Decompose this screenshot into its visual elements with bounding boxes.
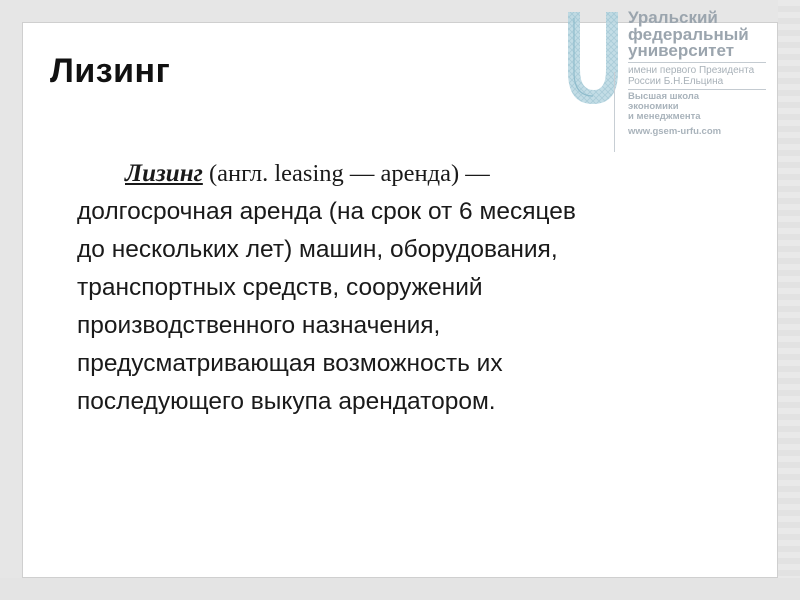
logo-separator bbox=[628, 89, 766, 90]
logo-divider-line bbox=[614, 72, 615, 152]
logo-school-line: экономики bbox=[628, 100, 679, 112]
logo-separator bbox=[628, 62, 766, 63]
logo-name-line: университет bbox=[628, 41, 735, 60]
definition-line: предусматривающая возможность их bbox=[77, 350, 503, 377]
slide-title: Лизинг bbox=[50, 52, 171, 90]
logo-subtitle-line: имени первого Президента bbox=[628, 64, 755, 76]
definition-line: долгосрочная аренда (на срок от 6 месяцев bbox=[77, 198, 576, 225]
defined-term: Лизинг bbox=[125, 160, 203, 187]
definition-intro: (англ. leasing — аренда) — bbox=[202, 160, 490, 187]
logo-school-line: и менеджмента bbox=[628, 110, 701, 122]
slide-right-border bbox=[778, 0, 800, 600]
definition-first-line bbox=[77, 155, 757, 193]
logo-website: www.gsem-urfu.com bbox=[628, 125, 722, 137]
logo-name-line: Уральский bbox=[628, 8, 718, 27]
definition-line: производственного назначения, bbox=[77, 312, 441, 339]
logo-subtitle-line: России Б.Н.Ельцина bbox=[628, 75, 724, 87]
university-logo-text bbox=[628, 10, 778, 137]
slide-bottom-border bbox=[0, 578, 800, 600]
definition-line: транспортных средств, сооружений bbox=[77, 274, 483, 301]
definition-line: последующего выкупа арендатором. bbox=[77, 388, 496, 415]
definition-line: до нескольких лет) машин, оборудования, bbox=[77, 236, 558, 263]
definition-paragraph bbox=[77, 155, 757, 421]
logo-name-line: федеральный bbox=[628, 24, 749, 44]
logo-school-line: Высшая школа bbox=[628, 90, 700, 102]
